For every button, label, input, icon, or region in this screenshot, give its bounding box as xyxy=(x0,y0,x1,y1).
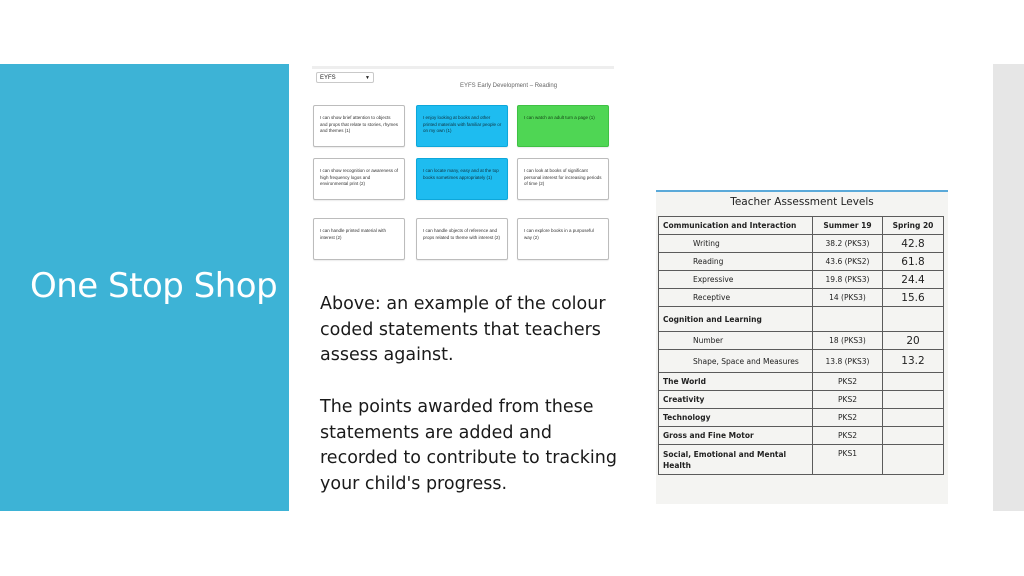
row-summer xyxy=(813,307,883,332)
table-row xyxy=(659,307,944,332)
row-area: Shape, Space and Measures xyxy=(659,350,813,373)
row-area: Social, Emotional and Mental Health xyxy=(659,445,813,475)
assessment-table xyxy=(658,216,944,475)
table-row xyxy=(659,350,944,373)
row-summer: 43.6 (PKS2) xyxy=(813,253,883,271)
caption-points: The points awarded from these statements are added and recorded to contribute to tracking your child's progress. xyxy=(320,397,617,494)
row-area: Reading xyxy=(659,253,813,271)
chevron-down-icon: ▼ xyxy=(365,75,370,81)
slide-title: One Stop Shop xyxy=(30,266,278,306)
framework-select-value: EYFS xyxy=(320,75,336,81)
row-summer: 13.8 (PKS3) xyxy=(813,350,883,373)
row-area: The World xyxy=(659,373,813,391)
statement-card[interactable]: I can watch an adult turn a page (1) xyxy=(517,105,609,147)
row-spring xyxy=(883,307,944,332)
table-row xyxy=(659,289,944,307)
statement-card[interactable]: I can show recognition or awareness of high frequency logos and environmental print (2) xyxy=(313,158,405,200)
row-spring: 13.2 xyxy=(883,350,944,373)
row-summer: 18 (PKS3) xyxy=(813,332,883,350)
row-summer: PKS2 xyxy=(813,373,883,391)
row-spring: 20 xyxy=(883,332,944,350)
statement-card[interactable]: I can explore books in a purposeful way (2) xyxy=(517,218,609,260)
row-summer: 14 (PKS3) xyxy=(813,289,883,307)
row-area: Expressive xyxy=(659,271,813,289)
statement-card[interactable]: I can handle objects of reference and props related to theme with interest (2) xyxy=(416,218,508,260)
row-area: Gross and Fine Motor xyxy=(659,427,813,445)
statement-card[interactable]: I can look at books of significant personal interest for increasing periods of time (2) xyxy=(517,158,609,200)
row-summer: PKS2 xyxy=(813,391,883,409)
framework-select[interactable] xyxy=(316,72,374,83)
table-row xyxy=(659,235,944,253)
row-spring xyxy=(883,445,944,475)
scroll-strip xyxy=(993,64,1024,511)
table-row xyxy=(659,373,944,391)
row-area: Number xyxy=(659,332,813,350)
row-spring: 15.6 xyxy=(883,289,944,307)
row-area: Technology xyxy=(659,409,813,427)
table-row xyxy=(659,427,944,445)
assessment-title: Teacher Assessment Levels xyxy=(730,196,874,208)
assessment-grid-screenshot xyxy=(312,66,614,264)
row-spring xyxy=(883,373,944,391)
row-spring: 61.8 xyxy=(883,253,944,271)
screenshot-heading: EYFS Early Development – Reading xyxy=(460,83,558,89)
table-row xyxy=(659,271,944,289)
row-summer: PKS2 xyxy=(813,427,883,445)
row-summer: 19.8 (PKS3) xyxy=(813,271,883,289)
assessment-table-image xyxy=(656,190,948,504)
header-spring: Spring 20 xyxy=(883,217,944,235)
caption-example: Above: an example of the colour coded statements that teachers assess against. xyxy=(320,294,606,365)
row-summer: PKS2 xyxy=(813,409,883,427)
table-row xyxy=(659,332,944,350)
row-spring: 42.8 xyxy=(883,235,944,253)
header-summer: Summer 19 xyxy=(813,217,883,235)
row-spring xyxy=(883,409,944,427)
statement-card[interactable]: I can handle printed material with interest (2) xyxy=(313,218,405,260)
row-area: Receptive xyxy=(659,289,813,307)
table-row xyxy=(659,253,944,271)
statement-card[interactable]: I can show brief attention to objects and props that relate to stories, rhymes and themes (1) xyxy=(313,105,405,147)
row-area: Cognition and Learning xyxy=(659,307,813,332)
table-row xyxy=(659,445,944,475)
row-spring xyxy=(883,427,944,445)
table-row xyxy=(659,391,944,409)
screenshot-top-bar xyxy=(312,66,614,69)
statement-card[interactable]: I enjoy looking at books and other printed materials with familiar people or on my own (1) xyxy=(416,105,508,147)
header-area: Communication and Interaction xyxy=(659,217,813,235)
row-area: Creativity xyxy=(659,391,813,409)
table-row xyxy=(659,409,944,427)
table-header-row xyxy=(659,217,944,235)
row-spring: 24.4 xyxy=(883,271,944,289)
row-summer: PKS1 xyxy=(813,445,883,475)
row-area: Writing xyxy=(659,235,813,253)
row-spring xyxy=(883,391,944,409)
statement-card[interactable]: I can locate many, easy and at the top books sometimes appropriately (1) xyxy=(416,158,508,200)
row-summer: 38.2 (PKS3) xyxy=(813,235,883,253)
